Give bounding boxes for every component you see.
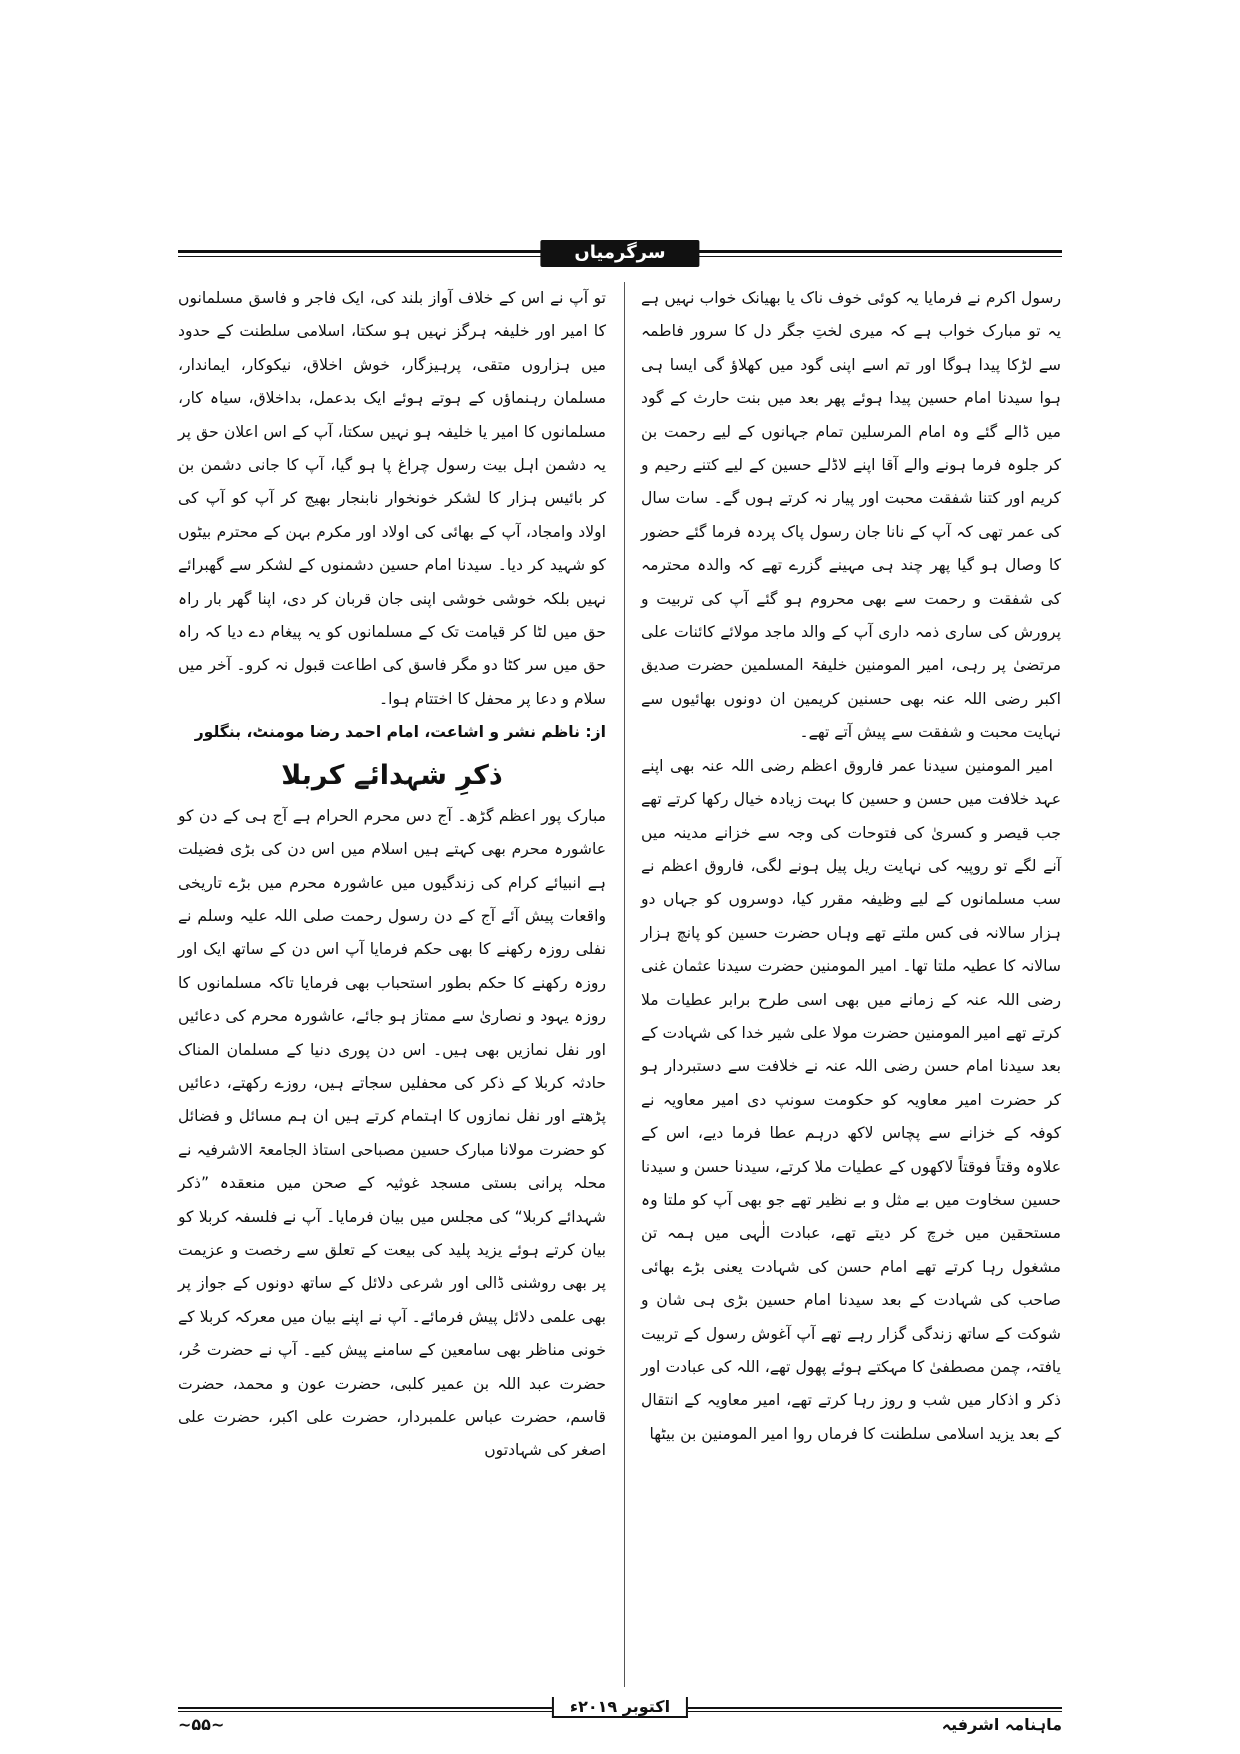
page-footer xyxy=(178,1697,1062,1733)
page-number: ~۵۵~ xyxy=(178,1715,225,1734)
right-column xyxy=(641,282,1061,1451)
paragraph: امیر المومنین سیدنا عمر فاروق اعظم رضی اللہ عنہ بھی اپنے عہد خلافت میں حسن و حسین کا بہت زیادہ خیال رکھا کرتے تھے جب قیصر و کسریٰ کی فتوحات کی وجہ سے خزانے مدینہ میں آنے لگے تو روپیہ کی نہایت ریل پیل ہونے لگی، فاروق اعظم نے سب مسلمانوں کے لیے وظیفہ مقرر کیا، دوسروں کو جہاں دو ہزار سالانہ فی کس ملتے تھے وہاں حضرت حسین کو پانچ ہزار سالانہ کا عطیہ ملتا تھا۔ امیر المومنین حضرت سیدنا عثمان غنی رضی اللہ عنہ کے زمانے میں بھی اسی طرح برابر عطیات ملا کرتے تھے امیر المومنین حضرت مولا علی شیر خدا کی شہادت کے بعد سیدنا امام حسن رضی اللہ عنہ نے خلافت سے دستبردار ہو کر حضرت امیر معاویہ کو حکومت سونپ دی امیر معاویہ نے کوفہ کے خزانے سے پچاس لاکھ درہم عطا فرما دیے، اس کے علاوہ وقتاً فوقتاً لاکھوں کے عطیات ملا کرتے، سیدنا حسن و سیدنا حسین سخاوت میں بے مثل و بے نظیر تھے جو بھی آپ کو ملتا وہ مستحقین میں خرچ کر دیتے تھے، عبادت الٰہی میں ہمہ تن مشغول رہا کرتے تھے امام حسن کی شہادت یعنی بڑے بھائی صاحب کی شہادت کے بعد سیدنا امام حسین بڑی ہی شان و شوکت کے ساتھ زندگی گزار رہے تھے آپ آغوش رسول کے تربیت یافتہ، چمن مصطفیٰ کا مہکتے ہوئے پھول تھے، اللہ کی عبادت اور ذکر و اذکار میں شب و روز رہا کرتے تھے، امیر معاویہ کے انتقال کے بعد یزید اسلامی سلطنت کا فرماں روا امیر المومنین بن بیٹھا xyxy=(641,756,1061,1443)
column-divider xyxy=(624,282,625,1687)
page-header xyxy=(178,240,1062,276)
paragraph: رسول اکرم نے فرمایا یہ کوئی خوف ناک یا بھیانک خواب نہیں ہے یہ تو مبارک خواب ہے کہ میری لختِ جگر دل کا سرور فاطمہ سے لڑکا پیدا ہوگا اور تم اسے اپنی گود میں کھلاؤ گی ایسا ہی ہوا سیدنا امام حسین پیدا ہوئے پھر بعد میں بنت حارث کے گود میں ڈالے گئے وہ امام المرسلین تمام جہانوں کے لیے رحمت بن کر جلوہ فرما ہونے والے آقا اپنے لاڈلے حسین کے لیے کتنے رحیم و کریم اور کتنا شفقت محبت اور پیار نہ کرتے ہوں گے۔ سات سال کی عمر تھی کہ آپ کے نانا جان رسول پاک پردہ فرما گئے حضور کا وصال ہو گیا پھر چند ہی مہینے گزرے تھے کہ والدہ محترمہ کی شفقت و رحمت سے بھی محروم ہو گئے آپ کی تربیت و پرورش کی ساری ذمہ داری آپ کے والد ماجد مولائے کائنات علی مرتضیٰ پر رہی، امیر المومنین خلیفۃ المسلمین حضرت صدیق اکبر رضی اللہ عنہ بھی حسنین کریمین ان دونوں بھائیوں سے نہایت محبت و شفقت سے پیش آتے تھے۔ xyxy=(641,289,1061,742)
author-credit: از: ناظم نشر و اشاعت، امام احمد رضا مومنٹ، بنگلور xyxy=(194,723,606,742)
magazine-name: ماہنامہ اشرفیہ xyxy=(941,1715,1062,1734)
article-title: ذکرِ شہدائے کربلا xyxy=(281,759,503,791)
paragraph: مبارک پور اعظم گڑھ۔ آج دس محرم الحرام ہے آج ہی کے دن کو عاشورہ محرم بھی کہتے ہیں اسلام میں اس دن کی بڑی فضیلت ہے انبیائے کرام کی زندگیوں میں عاشورہ محرم میں بڑے تاریخی واقعات پیش آئے آج کے دن رسول رحمت صلی اللہ علیہ وسلم نے نفلی روزہ رکھنے کا بھی حکم فرمایا آپ اس دن کے ساتھ ایک اور روزہ رکھنے کا حکم بطور استحباب بھی فرمایا تاکہ مسلمانوں کا روزہ یہود و نصاریٰ سے ممتاز ہو جائے، عاشورہ محرم کی دعائیں اور نفل نمازیں بھی ہیں۔ اس دن پوری دنیا کے مسلمان المناک حادثہ کربلا کے ذکر کی محفلیں سجاتے ہیں، روزے رکھتے، دعائیں پڑھتے اور نفل نمازوں کا اہتمام کرتے ہیں ان ہم مسائل و فضائل کو حضرت مولانا مبارک حسین مصباحی استاذ الجامعۃ الاشرفیہ نے محلہ پرانی بستی مسجد غوثیہ کے صحن میں منعقدہ ”ذکر شہدائے کربلا“ کی مجلس میں بیان فرمایا۔ آپ نے فلسفہ کربلا کو بیان کرتے ہوئے یزید پلید کی بیعت کے تعلق سے رخصت و عزیمت پر بھی روشنی ڈالی اور شرعی دلائل کے ساتھ دونوں کے جواز پر بھی علمی دلائل پیش فرمائے۔ آپ نے اپنے بیان میں معرکہ کربلا کے خونی مناظر بھی سامعین کے سامنے پیش کیے۔ آپ نے حضرت حُر، حضرت عبد اللہ بن عمیر کلبی، حضرت عون و محمد، حضرت قاسم، حضرت عباس علمبردار، حضرت علی اکبر، حضرت علی اصغر کی شہادتوں xyxy=(178,806,606,1460)
left-column xyxy=(178,282,606,1468)
section-label: سرگرمیاں xyxy=(540,240,699,267)
issue-date: اکتوبر ۲۰۱۹ء xyxy=(552,1697,688,1718)
paragraph: تو آپ نے اس کے خلاف آواز بلند کی، ایک فاجر و فاسق مسلمانوں کا امیر اور خلیفہ ہرگز نہیں ہو سکتا، اسلامی سلطنت کے حدود میں ہزاروں متقی، پرہیزگار، خوش اخلاق، نیکوکار، ایماندار، مسلمان رہنماؤں کے ہوتے ہوئے ایک بدعمل، بداخلاق، سیاہ کار، مسلمانوں کا امیر یا خلیفہ ہو نہیں سکتا، آپ کے اس اعلان حق پر یہ دشمن اہل بیت رسول چراغ پا ہو گیا، آپ کا جانی دشمن بن کر بائیس ہزار کا لشکر خونخوار نابنجار بھیج کر آپ کو آپ کی اولاد وامجاد، آپ کے بھائی کی اولاد اور مکرم بہن کے محترم بیٹوں کو شہید کر دیا۔ سیدنا امام حسین دشمنوں کے لشکر سے گھبرائے نہیں بلکہ خوشی خوشی اپنی جان قربان کر دی، اپنا گھر بار راہ حق میں لٹا کر قیامت تک کے مسلمانوں کو یہ پیغام دے دیا کہ راہ حق میں سر کٹا دو مگر فاسق کی اطاعت قبول نہ کرو۔ آخر میں سلام و دعا پر محفل کا اختتام ہوا۔ xyxy=(178,289,606,708)
